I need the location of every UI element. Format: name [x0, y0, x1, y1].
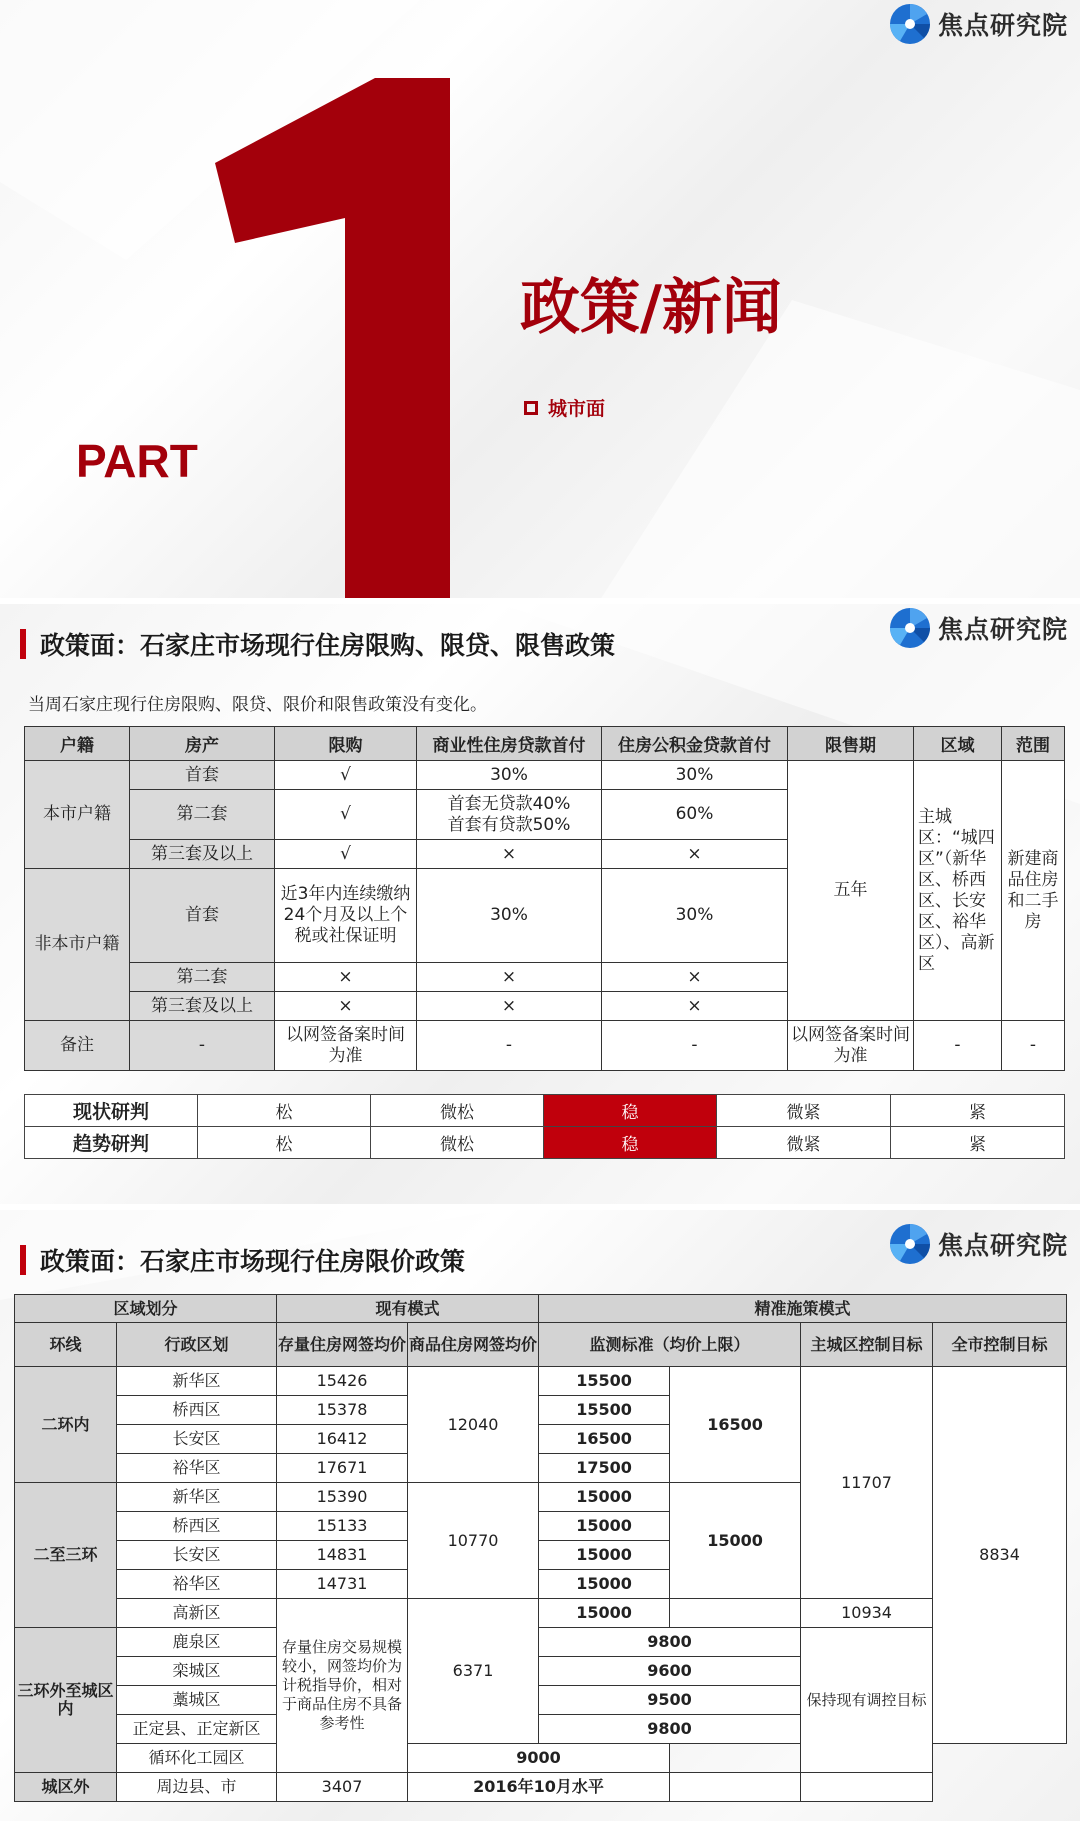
main-target-cell [670, 1773, 801, 1802]
header-cell: 范围 [1002, 727, 1065, 761]
table-header-row [25, 727, 1065, 761]
main-target-cell: 10934 [801, 1599, 933, 1628]
remarks-row [25, 1021, 1065, 1071]
table-row [15, 1773, 1067, 1802]
stock-price-cell: 15390 [277, 1483, 408, 1512]
stock-price-cell: 16412 [277, 1425, 408, 1454]
table-row [25, 761, 1065, 790]
header-cell: 行政区划 [117, 1323, 277, 1367]
district-cell: 鹿泉区 [117, 1628, 277, 1657]
header-cell: 户籍 [25, 727, 130, 761]
fund-loan-cell: 30% [602, 869, 788, 963]
header-cell: 限购 [275, 727, 417, 761]
price-limit-policy-table [14, 1294, 1067, 1802]
fund-loan-cell: × [602, 992, 788, 1021]
main-target-cell: 11707 [801, 1367, 933, 1599]
brand-logo-icon [886, 1222, 934, 1266]
limit-cell: 近3年内连续缴纳24个月及以上个税或社保证明 [275, 869, 417, 963]
remarks-cell: - [602, 1021, 788, 1071]
fund-loan-cell: × [602, 840, 788, 869]
policy-panel-2 [0, 1210, 1080, 1821]
ring-cell: 二环内 [15, 1367, 117, 1483]
commercial-loan-cell: 30% [417, 761, 602, 790]
standard-cell: 15500 [539, 1367, 670, 1396]
limit-cell: √ [275, 790, 417, 840]
judgement-level: 紧 [891, 1095, 1065, 1127]
district-cell: 正定县、正定新区 [117, 1715, 277, 1744]
property-cell: 首套 [130, 761, 275, 790]
limit-cell: √ [275, 840, 417, 869]
standard-cell: 9800 [539, 1715, 801, 1744]
panel-title-text: 政策面：石家庄市场现行住房限价政策 [40, 1247, 466, 1276]
judgement-row [25, 1127, 1065, 1159]
brand-name: 焦点研究院 [937, 11, 1068, 40]
standard-cell: 9800 [539, 1628, 801, 1657]
standard-group-cell [670, 1599, 801, 1628]
title-accent-bar [20, 629, 26, 659]
brand-logo-icon [886, 2, 934, 46]
judgement-row [25, 1095, 1065, 1127]
header-cell: 房产 [130, 727, 275, 761]
property-cell: 首套 [130, 869, 275, 963]
property-cell: 第二套 [130, 963, 275, 992]
brand-logo-icon [886, 606, 934, 650]
stock-price-cell: 15378 [277, 1396, 408, 1425]
brand-name: 焦点研究院 [937, 615, 1068, 644]
limit-cell: × [275, 992, 417, 1021]
remarks-cell: 以网签备案时间为准 [788, 1021, 914, 1071]
judgement-level: 微松 [371, 1095, 544, 1127]
sub-item [524, 394, 605, 421]
standard-cell: 17500 [539, 1454, 670, 1483]
residency-cell: 本市户籍 [25, 761, 130, 869]
district-cell: 循环化工园区 [117, 1744, 277, 1773]
cover-panel [0, 0, 1080, 598]
stock-price-cell: 15133 [277, 1512, 408, 1541]
brand-logo [886, 606, 1068, 650]
standard-group-cell: 15000 [670, 1483, 801, 1599]
district-cell: 栾城区 [117, 1657, 277, 1686]
stock-price-cell: 15426 [277, 1367, 408, 1396]
part-number-graphic [215, 78, 455, 598]
region-cell: 主城区：“城四区”（新华区、桥西区、长安区、裕华区）、高新区 [914, 761, 1002, 1021]
judgement-level: 微紧 [717, 1095, 891, 1127]
section-title: 政策/新闻 [520, 273, 782, 343]
standard-cell: 9000 [408, 1744, 670, 1773]
policy-note: 当周石家庄现行住房限购、限贷、限价和限售政策没有变化。 [28, 695, 487, 715]
header-cell: 商品住房网签均价 [408, 1323, 539, 1367]
judgement-level: 微松 [371, 1127, 544, 1159]
district-cell: 新华区 [117, 1367, 277, 1396]
table-row [15, 1599, 1067, 1628]
panel-title [20, 626, 615, 662]
panel-title-text: 政策面：石家庄市场现行住房限购、限贷、限售政策 [40, 631, 616, 660]
header-cell: 监测标准（均价上限） [539, 1323, 801, 1367]
table-row [15, 1628, 1067, 1657]
header-cell: 商业性住房贷款首付 [417, 727, 602, 761]
purchase-loan-policy-table [24, 726, 1065, 1071]
district-cell: 长安区 [117, 1425, 277, 1454]
district-cell: 新华区 [117, 1483, 277, 1512]
district-cell: 高新区 [117, 1599, 277, 1628]
district-cell: 桥西区 [117, 1396, 277, 1425]
group-header-cell: 区域划分 [15, 1295, 277, 1323]
district-cell: 裕华区 [117, 1570, 277, 1599]
sale-period-cell: 五年 [788, 761, 914, 1021]
panel-title [20, 1242, 465, 1278]
district-cell: 藁城区 [117, 1686, 277, 1715]
judgement-level: 松 [198, 1127, 371, 1159]
header-cell: 住房公积金贷款首付 [602, 727, 788, 761]
district-cell: 裕华区 [117, 1454, 277, 1483]
scope-cell: 新建商品住房和二手房 [1002, 761, 1065, 1021]
header-cell: 存量住房网签均价 [277, 1323, 408, 1367]
district-cell: 周边县、市 [117, 1773, 277, 1802]
header-cell: 区域 [914, 727, 1002, 761]
limit-cell: √ [275, 761, 417, 790]
new-price-cell: 6371 [408, 1599, 539, 1744]
group-header-cell: 现有模式 [277, 1295, 539, 1323]
fund-loan-cell: × [602, 963, 788, 992]
stock-note-cell: 存量住房交易规模较小，网签均价为计税指导价，相对于商品住房不具备参考性 [277, 1599, 408, 1773]
ring-cell: 城区外 [15, 1773, 117, 1802]
commercial-loan-cell: × [417, 992, 602, 1021]
district-cell: 长安区 [117, 1541, 277, 1570]
limit-cell: × [275, 963, 417, 992]
group-header-cell: 精准施策模式 [539, 1295, 1067, 1323]
table-header-row [15, 1323, 1067, 1367]
standard-cell: 15000 [539, 1570, 670, 1599]
judgement-level: 紧 [891, 1127, 1065, 1159]
header-cell: 限售期 [788, 727, 914, 761]
standard-cell: 15000 [539, 1599, 670, 1628]
standard-group-cell: 16500 [670, 1367, 801, 1483]
standard-cell: 15000 [539, 1483, 670, 1512]
district-cell: 桥西区 [117, 1512, 277, 1541]
new-price-cell: 10770 [408, 1483, 539, 1599]
new-price-cell: 3407 [277, 1773, 408, 1802]
fund-loan-cell: 30% [602, 761, 788, 790]
sub-item-label: 城市面 [548, 398, 606, 420]
judgement-level: 微紧 [717, 1127, 891, 1159]
standard-cell: 16500 [539, 1425, 670, 1454]
property-cell: 第三套及以上 [130, 840, 275, 869]
remarks-cell: - [1002, 1021, 1065, 1071]
standard-cell: 15000 [539, 1541, 670, 1570]
policy-panel-1 [0, 604, 1080, 1204]
judgement-label: 现状研判 [25, 1095, 198, 1127]
fund-loan-cell: 60% [602, 790, 788, 840]
judgement-label: 趋势研判 [25, 1127, 198, 1159]
stock-price-cell: 17671 [277, 1454, 408, 1483]
standard-cell: 9500 [539, 1686, 801, 1715]
judgement-level-selected: 稳 [544, 1127, 717, 1159]
ring-cell: 三环外至城区内 [15, 1628, 117, 1773]
commercial-loan-cell: 30% [417, 869, 602, 963]
table-row [15, 1367, 1067, 1396]
residency-cell: 非本市户籍 [25, 869, 130, 1021]
brand-name: 焦点研究院 [937, 1231, 1068, 1260]
remarks-cell: - [417, 1021, 602, 1071]
brand-logo [886, 2, 1068, 46]
city-target-cell: 8834 [933, 1367, 1067, 1744]
property-cell: 第三套及以上 [130, 992, 275, 1021]
commercial-loan-cell: × [417, 963, 602, 992]
part-label: PART [76, 435, 198, 487]
remarks-label-cell: 备注 [25, 1021, 130, 1071]
standard-cell: 9600 [539, 1657, 801, 1686]
commercial-loan-cell: 首套无贷款40% 首套有贷款50% [417, 790, 602, 840]
main-target-cell: 保持现有调控目标 [801, 1628, 933, 1773]
standard-cell: 2016年10月水平 [408, 1773, 670, 1802]
stock-price-cell: 14831 [277, 1541, 408, 1570]
remarks-cell: 以网签备案时间为准 [275, 1021, 417, 1071]
checkbox-square-icon [524, 401, 538, 415]
remarks-cell: - [130, 1021, 275, 1071]
group-header-row [15, 1295, 1067, 1323]
brand-logo [886, 1222, 1068, 1266]
new-price-cell: 12040 [408, 1367, 539, 1483]
judgement-level-selected: 稳 [544, 1095, 717, 1127]
standard-cell: 15000 [539, 1512, 670, 1541]
judgement-level: 松 [198, 1095, 371, 1127]
header-cell: 环线 [15, 1323, 117, 1367]
title-accent-bar [20, 1245, 26, 1275]
header-cell: 主城区控制目标 [801, 1323, 933, 1367]
remarks-cell: - [914, 1021, 1002, 1071]
city-target-cell [801, 1773, 933, 1802]
policy-judgement-table [24, 1094, 1065, 1159]
stock-price-cell: 14731 [277, 1570, 408, 1599]
commercial-loan-cell: × [417, 840, 602, 869]
standard-cell: 15500 [539, 1396, 670, 1425]
ring-cell: 二至三环 [15, 1483, 117, 1628]
property-cell: 第二套 [130, 790, 275, 840]
header-cell: 全市控制目标 [933, 1323, 1067, 1367]
